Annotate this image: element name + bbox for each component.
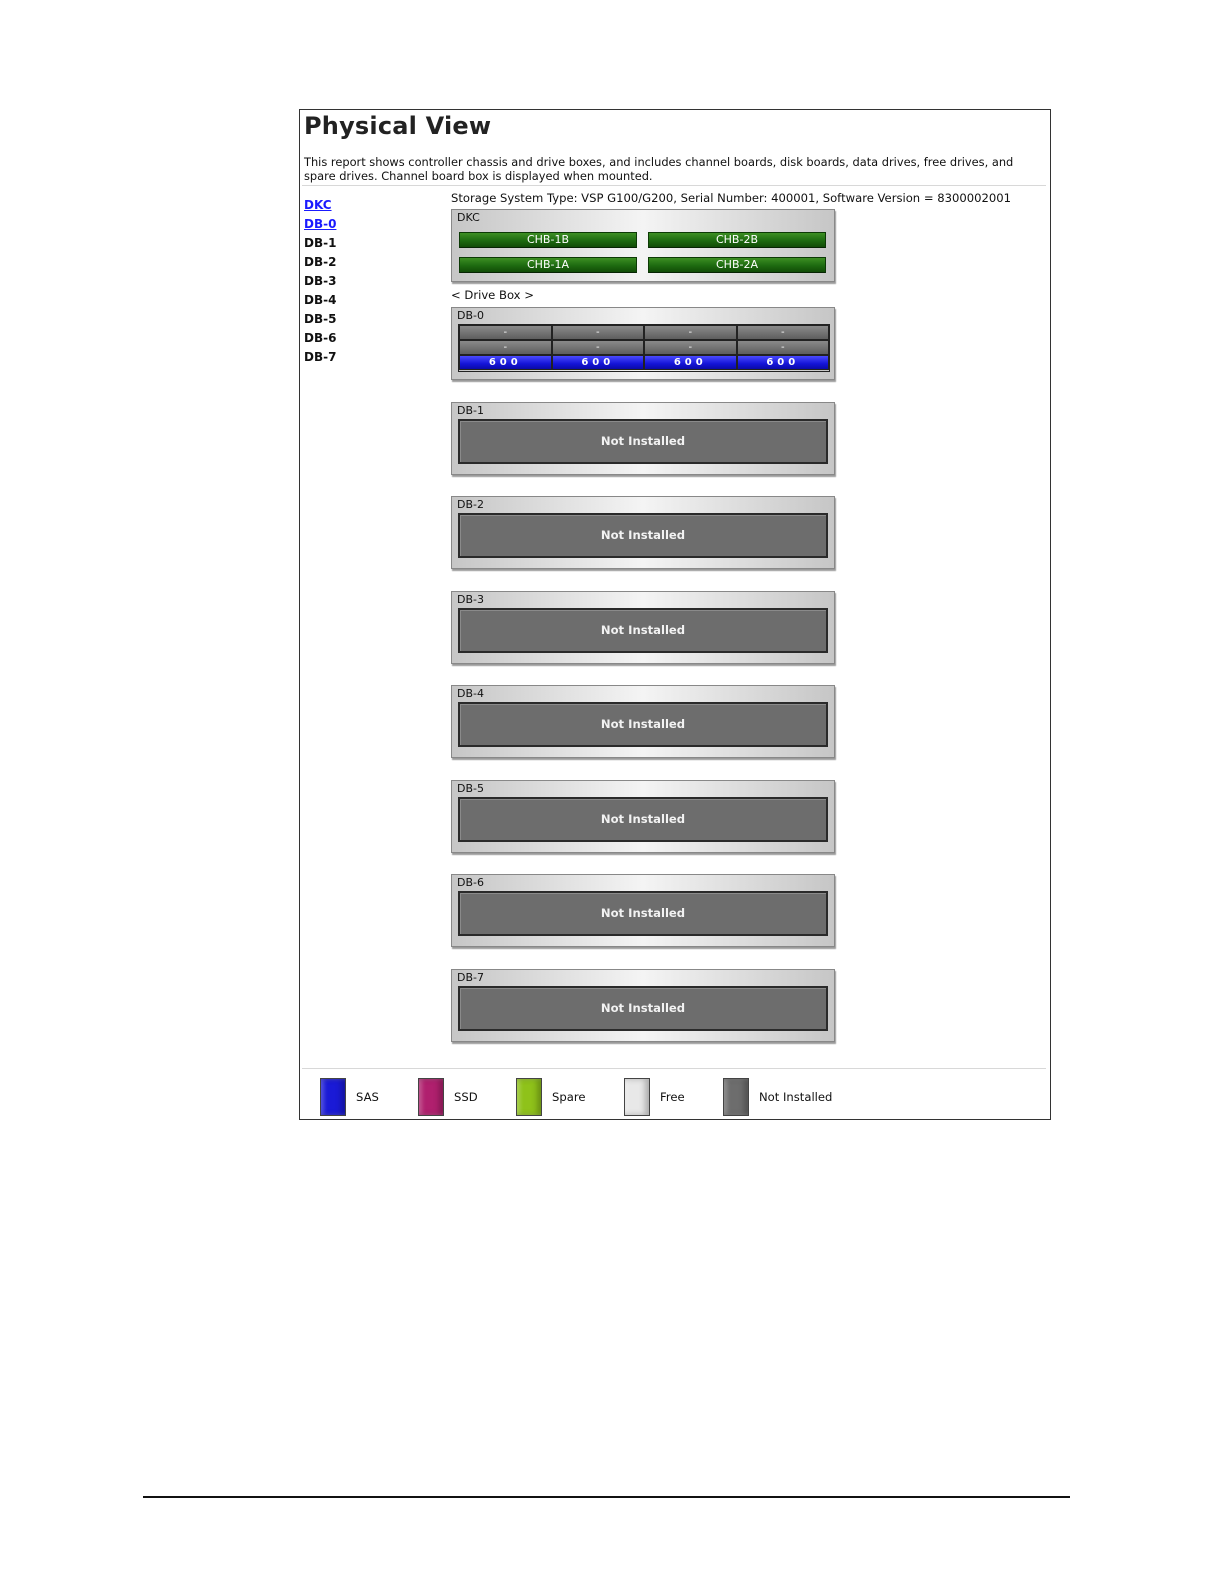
drive-box-heading: < Drive Box > [451,288,534,302]
db-1-label: DB-1 [457,404,484,417]
channel-board-chb-2b[interactable]: CHB-2B [648,232,826,248]
drive-box-db-7 [451,969,835,1042]
channel-board-chb-1b[interactable]: CHB-1B [459,232,637,248]
drive-slot-empty[interactable]: - [644,325,737,340]
drive-box-db-6 [451,874,835,947]
drive-box-db-0 [451,307,835,380]
dkc-label: DKC [457,211,480,224]
not-installed-panel: Not Installed [458,419,828,464]
dkc-chassis [451,209,835,282]
nav-link-db-0[interactable]: DB-0 [304,217,337,231]
nav-link-dkc[interactable]: DKC [304,198,332,212]
drive-box-db-3 [451,591,835,664]
nav-item-db-5: DB-5 [304,312,337,326]
drive-slot-sas[interactable]: 600 [552,355,645,370]
legend-label: Free [660,1090,685,1104]
drive-slot-sas[interactable]: 600 [459,355,552,370]
drive-slot-sas[interactable]: 600 [737,355,830,370]
legend-label: SAS [356,1090,379,1104]
db-4-label: DB-4 [457,687,484,700]
nav-item-db-3: DB-3 [304,274,337,288]
legend-label: Not Installed [759,1090,833,1104]
db-2-label: DB-2 [457,498,484,511]
channel-board-chb-2a[interactable]: CHB-2A [648,257,826,273]
storage-system-info: Storage System Type: VSP G100/G200, Serial Number: 400001, Software Version = 8300002001 [451,191,1012,205]
drive-slot-empty[interactable]: - [552,325,645,340]
nav-item-db-1: DB-1 [304,236,337,250]
legend [300,1078,1050,1118]
not-installed-panel: Not Installed [458,797,828,842]
drive-box-db-4 [451,685,835,758]
drive-box-db-1 [451,402,835,475]
drive-slot-empty[interactable]: - [459,325,552,340]
drive-box-db-2 [451,496,835,569]
sas-swatch [320,1078,346,1116]
footer-rule [143,1496,1070,1498]
free-swatch [624,1078,650,1116]
divider [302,185,1046,186]
db-0-label: DB-0 [457,309,484,322]
spare-swatch [516,1078,542,1116]
db-3-label: DB-3 [457,593,484,606]
drive-slot-grid [458,324,830,372]
report-description: This report shows controller chassis and drive boxes, and includes channel boards, disk boards, data drives, free drives, and spare drives. Channel board box is displayed when mounted. [304,155,1014,183]
drive-box-nav [304,198,336,369]
page-title: Physical View [304,112,492,140]
physical-view-report [299,109,1051,1120]
drive-slot-empty[interactable]: - [737,325,830,340]
not-installed-swatch [723,1078,749,1116]
nav-item-db-2: DB-2 [304,255,337,269]
db-5-label: DB-5 [457,782,484,795]
nav-item-db-4: DB-4 [304,293,337,307]
legend-label: Spare [552,1090,586,1104]
nav-item-db-7: DB-7 [304,350,337,364]
drive-box-db-5 [451,780,835,853]
drive-slot-empty[interactable]: - [552,340,645,355]
legend-label: SSD [454,1090,478,1104]
not-installed-panel: Not Installed [458,986,828,1031]
divider [302,1068,1046,1069]
not-installed-panel: Not Installed [458,702,828,747]
drive-slot-empty[interactable]: - [459,340,552,355]
drive-slot-empty[interactable]: - [737,340,830,355]
db-7-label: DB-7 [457,971,484,984]
db-6-label: DB-6 [457,876,484,889]
drive-slot-sas[interactable]: 600 [644,355,737,370]
not-installed-panel: Not Installed [458,891,828,936]
nav-item-db-6: DB-6 [304,331,337,345]
channel-board-chb-1a[interactable]: CHB-1A [459,257,637,273]
not-installed-panel: Not Installed [458,608,828,653]
ssd-swatch [418,1078,444,1116]
drive-slot-empty[interactable]: - [644,340,737,355]
not-installed-panel: Not Installed [458,513,828,558]
